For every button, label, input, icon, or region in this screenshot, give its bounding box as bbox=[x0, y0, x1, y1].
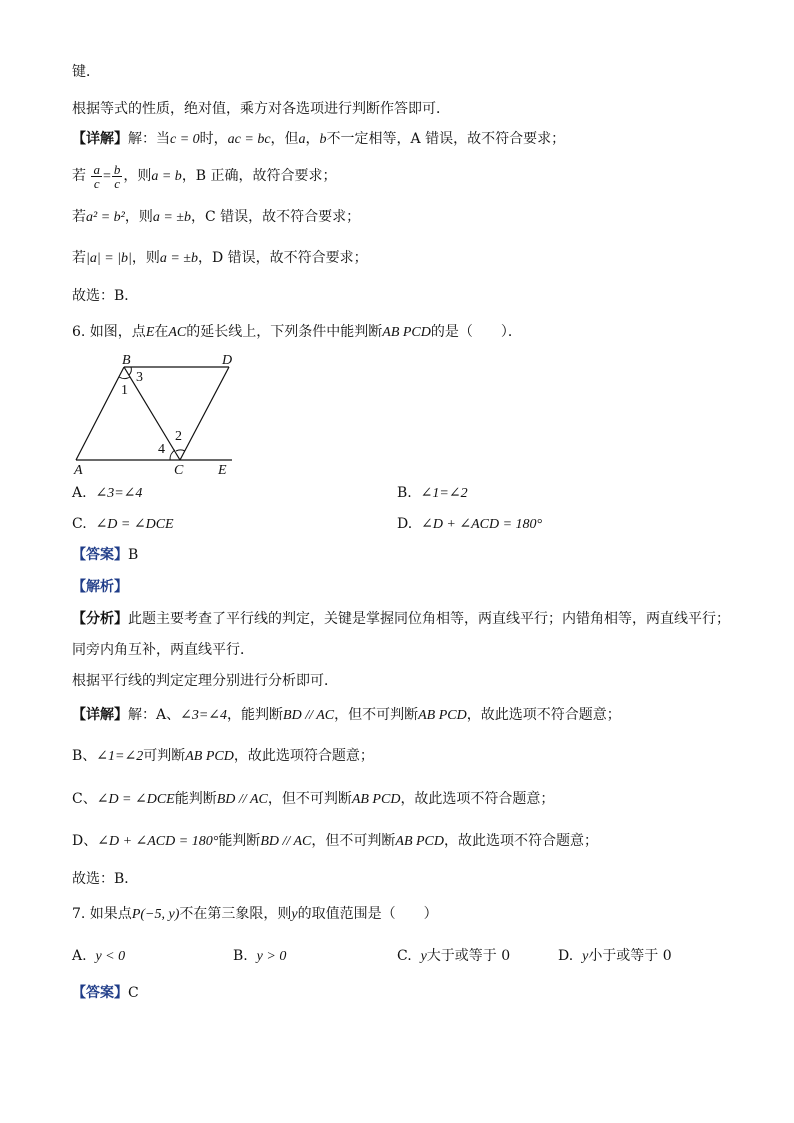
q6-option-c: C. ∠D = ∠DCE bbox=[72, 516, 174, 532]
q7-answer: 【答案】C bbox=[72, 985, 139, 1001]
q6-answer: 【答案】B bbox=[72, 547, 139, 563]
analysis-line-2: 同旁内角互补，两直线平行． bbox=[72, 642, 254, 658]
label-d: D bbox=[222, 353, 233, 368]
detail-line-2: 若 $\frac{a}{c}$ = $\frac{b}{c}$ ，则a = b，B 正确，故符合要求； bbox=[72, 161, 337, 191]
q6-detail-b: B、∠1=∠2可判断AB PCD，故此选项符合题意； bbox=[72, 748, 374, 764]
q7-option-d: D. y小于或等于 0 bbox=[558, 948, 672, 964]
label-a: A bbox=[74, 463, 83, 478]
fraction-b-over-c: $\frac{b}{c}$ bbox=[113, 161, 121, 191]
label-e: E bbox=[218, 463, 227, 478]
q7-option-c: C. y大于或等于 0 bbox=[397, 948, 511, 964]
label-1: 1 bbox=[121, 383, 128, 398]
line-ab bbox=[76, 367, 124, 460]
angle-arc-2 bbox=[176, 450, 185, 451]
q6-detail-a: 【详解】解：A、∠3=∠4，能判断BD // AC，但不可判断AB PCD，故此选项不符合题意； bbox=[72, 707, 621, 723]
q6-option-d: D. ∠D + ∠ACD = 180° bbox=[397, 516, 543, 532]
analysis-line-1: 【分析】此题主要考查了平行线的判定，关键是掌握同位角相等，两直线平行；内错角相等，两直线平行； bbox=[72, 611, 730, 627]
line-bc bbox=[124, 367, 180, 460]
text-line-2: 根据等式的性质，绝对值，乘方对各选项进行判断作答即可． bbox=[72, 101, 450, 117]
question-7-stem: 7. 如果点P(−5, y)不在第三象限，则y的取值范围是（ ） bbox=[72, 906, 438, 922]
analysis-line-3: 根据平行线的判定定理分别进行分析即可． bbox=[72, 673, 338, 689]
label-2: 2 bbox=[175, 429, 182, 444]
label-4: 4 bbox=[158, 442, 165, 457]
label-b: B bbox=[122, 353, 131, 368]
q6-detail-d: D、∠D + ∠ACD = 180°能判断BD // AC，但不可判断AB PCD，故此选项不符合题意； bbox=[72, 833, 598, 849]
geometry-figure bbox=[72, 350, 272, 478]
question-6-stem: 6. 如图，点E在AC的延长线上，下列条件中能判断AB PCD的是（ ）． bbox=[72, 324, 522, 340]
q7-option-a: A. y < 0 bbox=[72, 948, 126, 964]
q6-detail-c: C、∠D = ∠DCE能判断BD // AC，但不可判断AB PCD，故此选项不符合题意； bbox=[72, 791, 555, 807]
line-cd bbox=[180, 367, 229, 460]
q6-conclusion: 故选：B． bbox=[72, 871, 139, 887]
fraction-a-over-c: $\frac{a}{c}$ bbox=[93, 161, 100, 191]
angle-arc-3 bbox=[129, 367, 131, 375]
text-line-1: 键． bbox=[72, 64, 100, 80]
angle-arc-1 bbox=[119, 377, 130, 378]
q7-option-b: B. y > 0 bbox=[233, 948, 287, 964]
q6-option-a: A. ∠3=∠4 bbox=[72, 485, 143, 501]
label-c: C bbox=[174, 463, 184, 478]
detail-line-1: 【详解】解：当c = 0时，ac = bc，但a，b不一定相等，A 错误，故不符合要求； bbox=[72, 131, 566, 147]
detail-line-4: 若|a| = |b|，则a = ±b，D 错误，故不符合要求； bbox=[72, 250, 368, 266]
conclusion-line: 故选：B． bbox=[72, 288, 139, 304]
q6-option-b: B. ∠1=∠2 bbox=[397, 485, 468, 501]
label-3: 3 bbox=[136, 370, 143, 385]
q6-analysis-heading: 【解析】 bbox=[72, 579, 128, 595]
detail-line-3: 若a² = b²，则a = ±b，C 错误，故不符合要求； bbox=[72, 209, 361, 225]
